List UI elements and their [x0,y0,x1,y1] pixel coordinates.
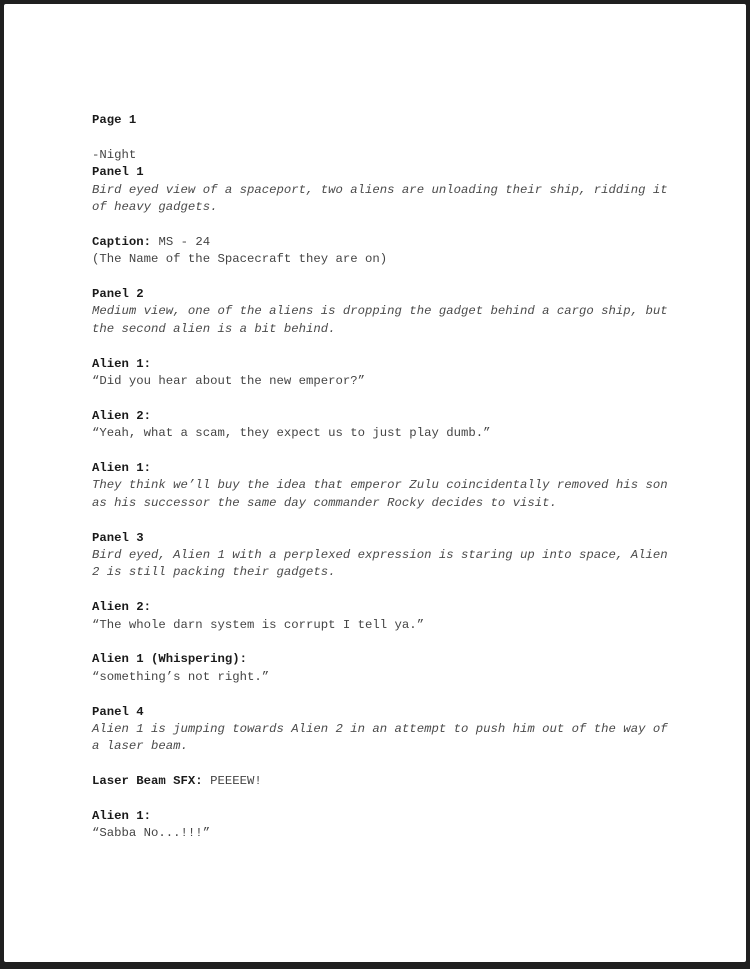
dialogue-2-speaker: Alien 2: [92,408,152,423]
dialogue-6-speaker: Alien 1: [92,809,152,824]
panel-1-heading: Panel 1 [92,165,144,180]
dialogue-3-speaker: Alien 1: [92,461,152,476]
dialogue-4-line: “The whole darn system is corrupt I tell ya.” [92,617,425,632]
dialogue-6-line: “Sabba No...!!!” [92,826,211,841]
panel-3-description: Bird eyed, Alien 1 with a perplexed expression is staring up into space, Alien 2 is still packing their gadgets. [92,548,668,580]
caption-label: Caption: [92,234,152,249]
panel-2-description: Medium view, one of the aliens is dropping the gadget behind a cargo ship, but the second alien is a bit behind. [92,304,668,336]
dialogue-2-line: “Yeah, what a scam, they expect us to just play dumb.” [92,426,491,441]
setting-note: -Night [92,147,137,162]
panel-2-heading: Panel 2 [92,287,144,302]
panel-3-heading: Panel 3 [92,530,144,545]
page-header: Page 1 [92,113,137,127]
script-page [4,4,746,962]
caption-value: MS - 24 [158,234,211,249]
caption-line [92,234,672,251]
dialogue-3-line: They think we’ll buy the idea that emperor Zulu coincidentally removed his son as his successor the same day commander Rocky decides to visit. [92,478,668,510]
panel-4-heading: Panel 4 [92,704,144,719]
dialogue-4-speaker: Alien 2: [92,600,152,615]
dialogue-5-line: “something’s not right.” [92,669,270,684]
caption-note: (The Name of the Spacecraft they are on) [92,252,388,267]
sfx-label: Laser Beam SFX: [92,774,203,789]
dialogue-5-speaker: Alien 1 (Whispering): [92,652,247,667]
dialogue-1-speaker: Alien 1: [92,356,152,371]
script-content [92,112,672,843]
sfx-line [92,773,672,790]
panel-4-description: Alien 1 is jumping towards Alien 2 in an attempt to push him out of the way of a laser beam. [92,722,668,754]
panel-1-description: Bird eyed view of a spaceport, two aliens are unloading their ship, ridding it of heavy gadgets. [92,182,668,215]
sfx-value: PEEEEW! [210,774,262,789]
dialogue-1-line: “Did you hear about the new emperor?” [92,374,366,389]
